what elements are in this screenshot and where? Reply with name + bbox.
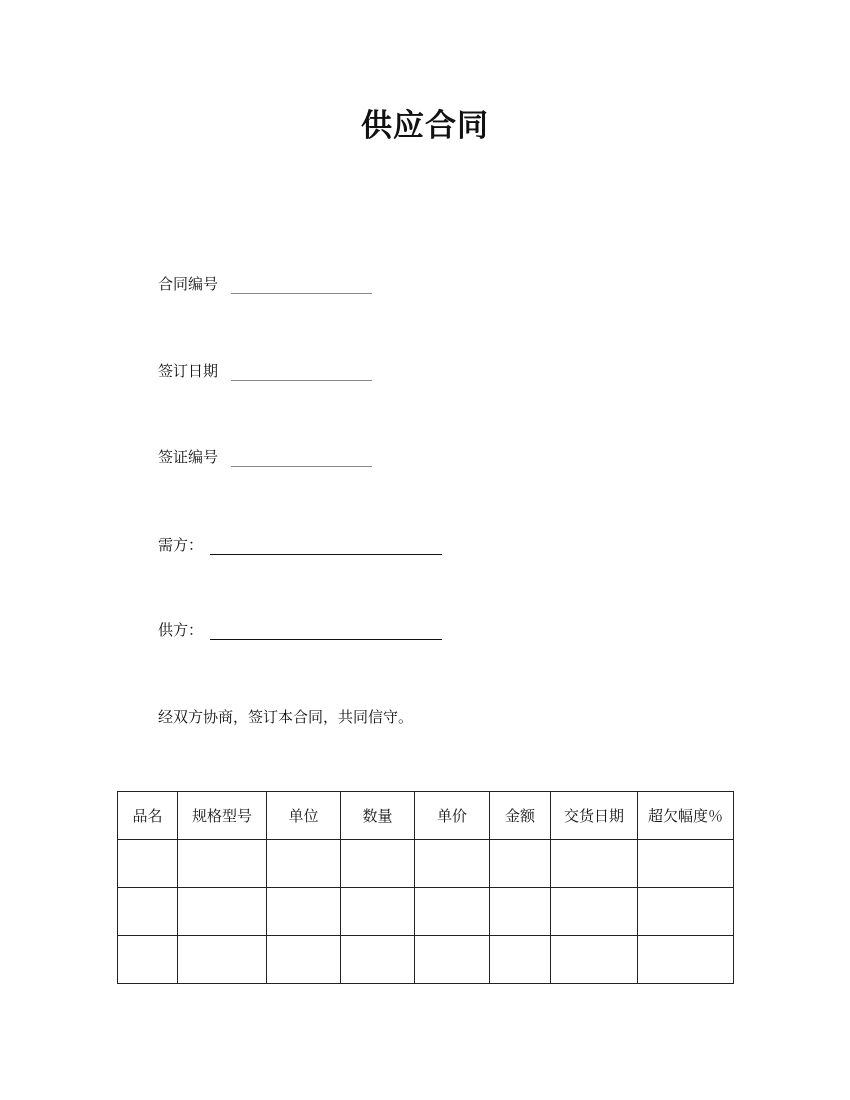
table-cell[interactable]: [267, 840, 341, 888]
table-cell[interactable]: [178, 936, 267, 984]
table-cell[interactable]: [178, 840, 267, 888]
certification-number-label: 签证编号: [158, 448, 219, 466]
table-cell[interactable]: [415, 936, 490, 984]
contract-number-field: [158, 274, 372, 294]
header-tolerance: 超欠幅度％: [638, 792, 734, 840]
supplier-field: [158, 620, 442, 640]
table-row: [118, 840, 734, 888]
table-row: [118, 888, 734, 936]
goods-table: [117, 791, 734, 984]
certification-number-field: [158, 447, 372, 467]
signing-date-blank[interactable]: [231, 364, 372, 381]
header-delivery-date: 交货日期: [551, 792, 638, 840]
table-cell[interactable]: [415, 840, 490, 888]
table-cell[interactable]: [638, 936, 734, 984]
buyer-field: [158, 535, 442, 555]
signing-date-field: [158, 361, 372, 381]
table-cell[interactable]: [551, 936, 638, 984]
table-cell[interactable]: [118, 936, 178, 984]
header-unit-price: 单价: [415, 792, 490, 840]
table-cell[interactable]: [341, 888, 415, 936]
table-cell[interactable]: [341, 840, 415, 888]
supplier-label: 供方：: [158, 621, 204, 639]
table-cell[interactable]: [490, 888, 551, 936]
table-cell[interactable]: [551, 840, 638, 888]
table-cell[interactable]: [551, 888, 638, 936]
signing-date-label: 签订日期: [158, 362, 219, 380]
table-cell[interactable]: [118, 840, 178, 888]
intro-paragraph: 经双方协商，签订本合同，共同信守。: [158, 708, 414, 726]
header-quantity: 数量: [341, 792, 415, 840]
header-amount: 金额: [490, 792, 551, 840]
page-title: 供应合同: [361, 108, 489, 144]
table-cell[interactable]: [415, 888, 490, 936]
certification-number-blank[interactable]: [231, 450, 372, 467]
table-cell[interactable]: [638, 840, 734, 888]
table-header-row: [118, 792, 734, 840]
supplier-blank[interactable]: [210, 623, 442, 640]
table-cell[interactable]: [118, 888, 178, 936]
table-cell[interactable]: [267, 936, 341, 984]
table-row: [118, 936, 734, 984]
buyer-blank[interactable]: [210, 538, 442, 555]
table-cell[interactable]: [490, 936, 551, 984]
table-cell[interactable]: [267, 888, 341, 936]
table-cell[interactable]: [638, 888, 734, 936]
header-product-name: 品名: [118, 792, 178, 840]
header-unit: 单位: [267, 792, 341, 840]
table-cell[interactable]: [490, 840, 551, 888]
contract-number-blank[interactable]: [231, 277, 372, 294]
table-cell[interactable]: [178, 888, 267, 936]
header-spec-model: 规格型号: [178, 792, 267, 840]
contract-number-label: 合同编号: [158, 275, 219, 293]
table-cell[interactable]: [341, 936, 415, 984]
buyer-label: 需方：: [158, 536, 204, 554]
